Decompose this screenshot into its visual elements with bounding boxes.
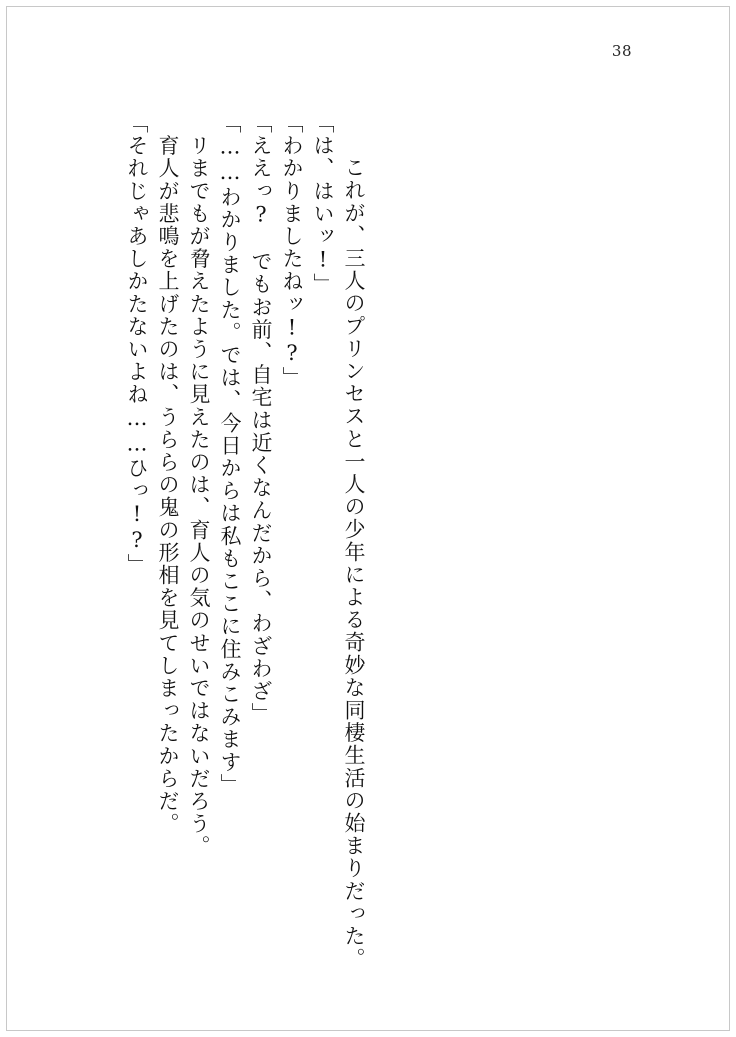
text-line: 育人が悲鳴を上げたのは、うららの鬼の形相を見てしまったからだ。: [156, 112, 180, 836]
text-line: 「わかりましたねッ!?」: [280, 112, 304, 390]
page-number: 38: [611, 42, 632, 60]
text-line: 「……わかりました。では、今日からは私もここに住みこみます」: [218, 112, 242, 796]
text-line: リまでもが脅えたように見えたのは、育人の気のせいではないだろう。: [187, 112, 211, 858]
text-line: 「ええっ? でもお前、自宅は近くなんだから、わざわざ」: [249, 112, 273, 726]
text-line: 「それじゃあしかたないよね……ひっ!?」: [125, 112, 149, 576]
text-line: 「は、はいッ!」: [311, 112, 335, 296]
body-text-block: [125, 112, 626, 971]
text-line: これが、三人のプリンセスと一人の少年による奇妙な同棲生活の始まりだった。: [342, 134, 366, 971]
